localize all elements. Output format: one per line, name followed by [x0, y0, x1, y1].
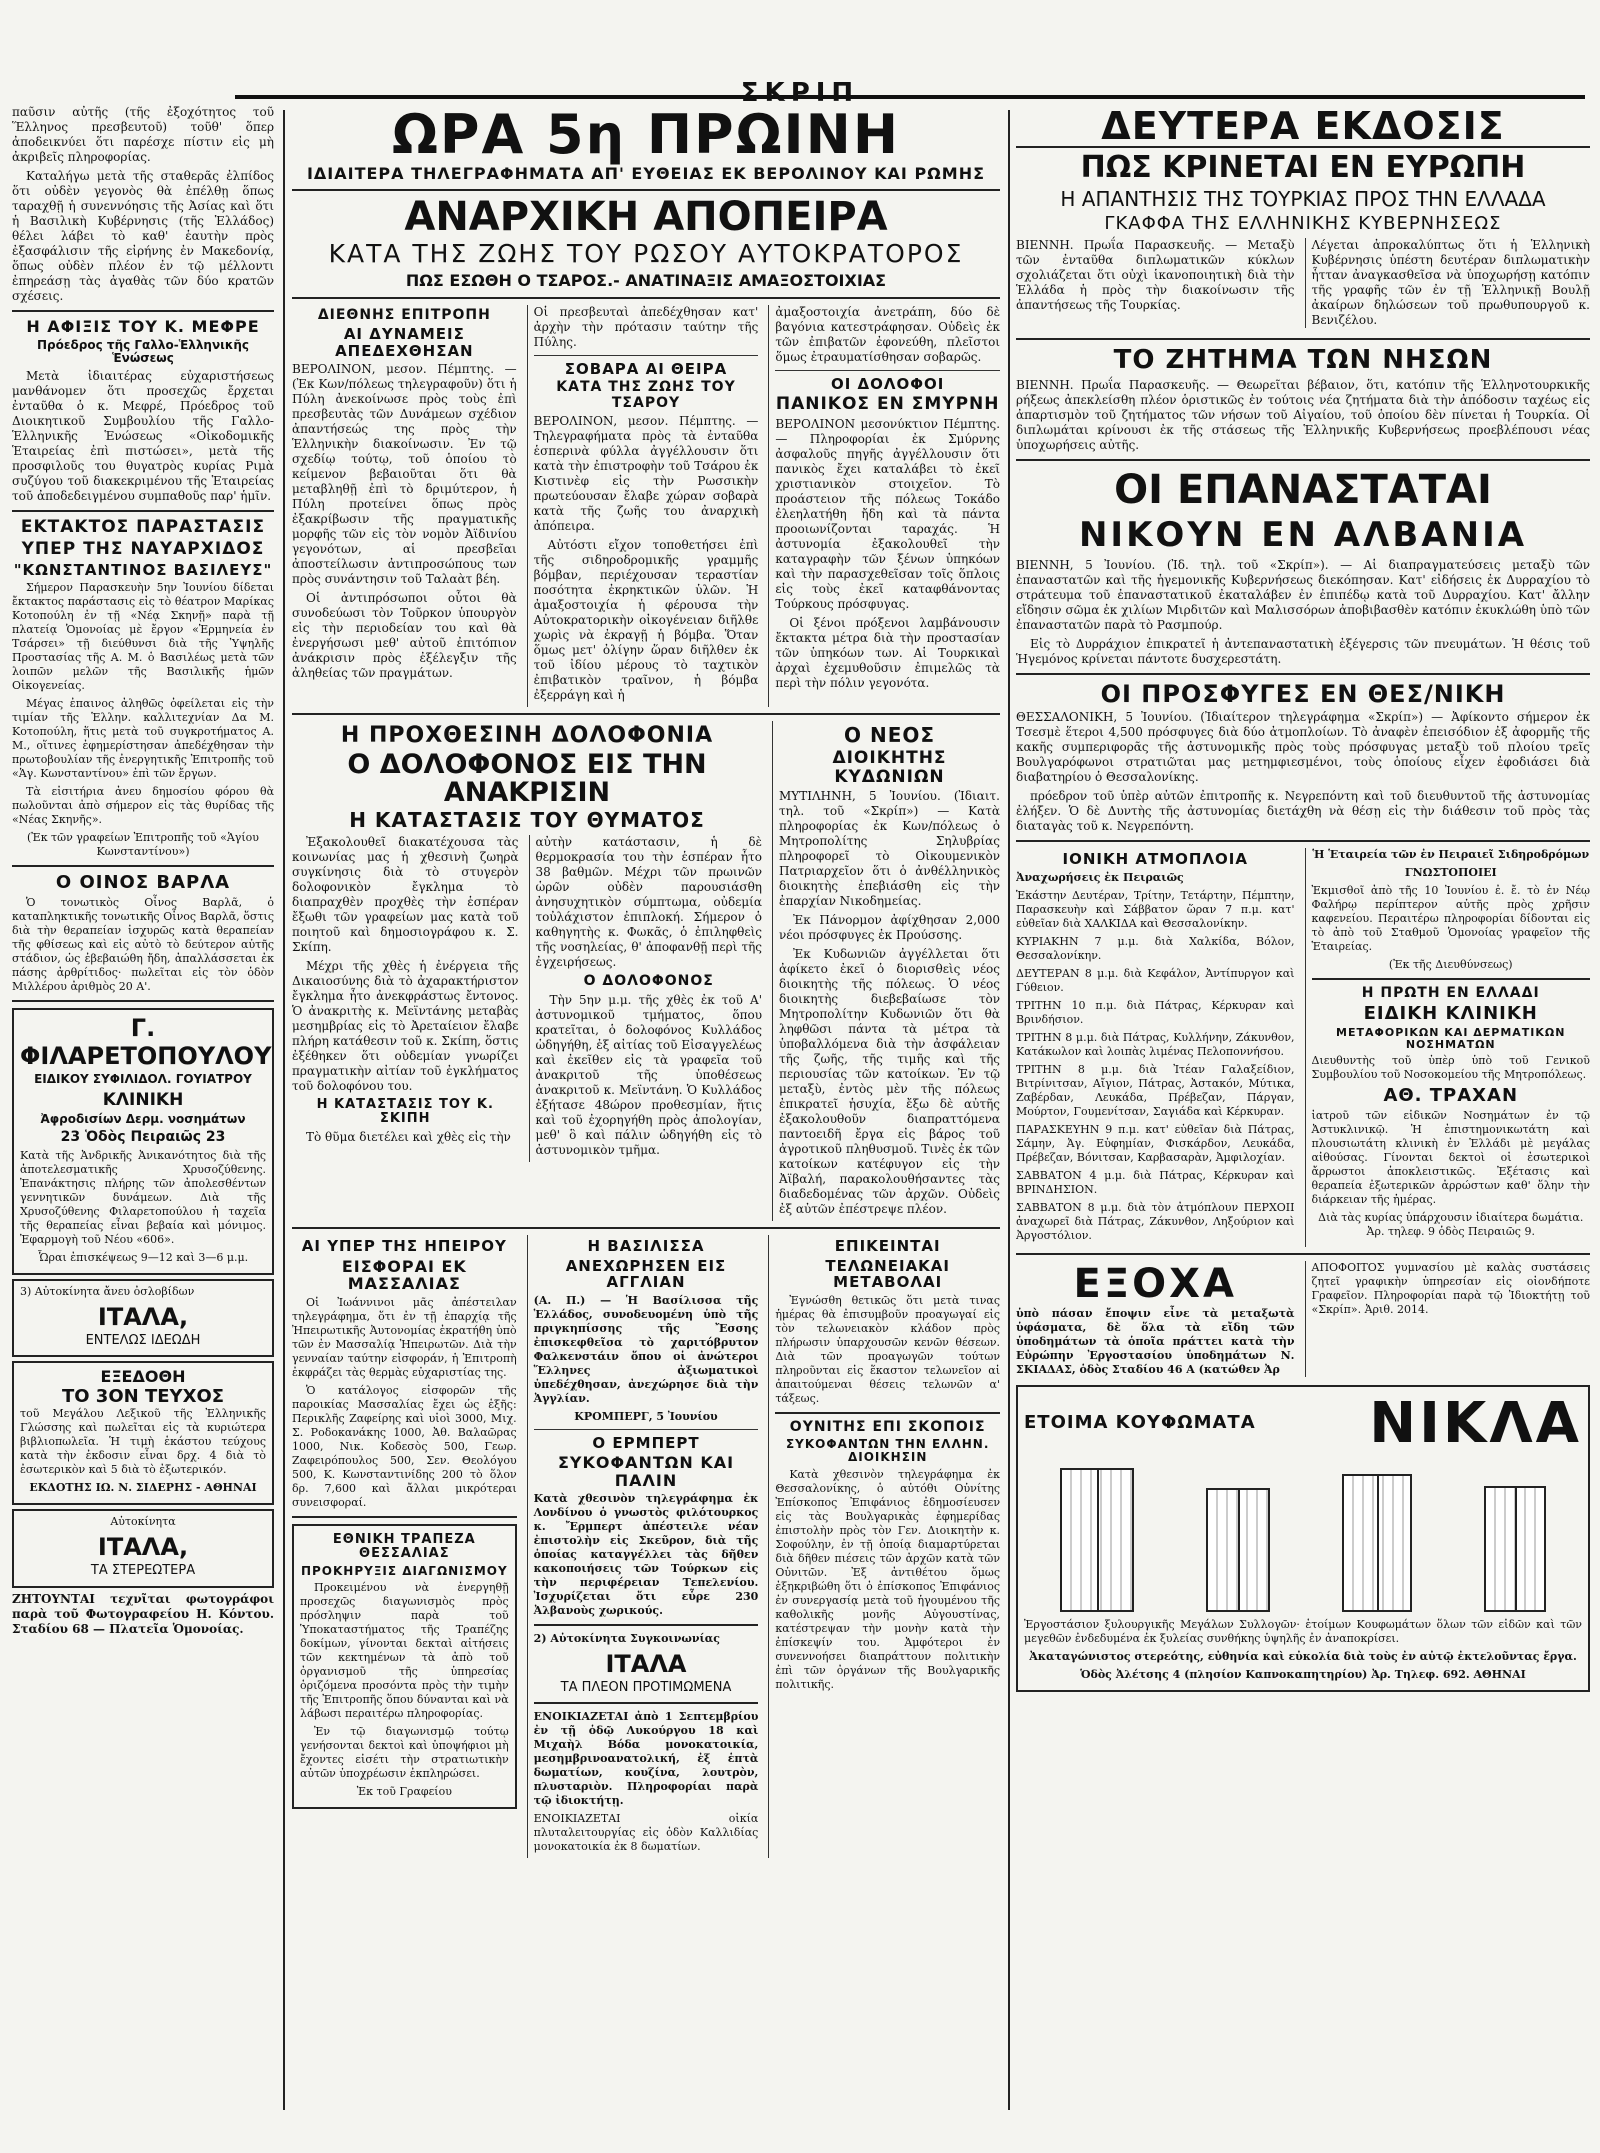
- ad-line: ΤΑ ΣΤΕΡΕΩΤΕΡΑ: [90, 1563, 196, 1579]
- ad-address: 23 Ὁδὸς Πειραιῶς 23: [60, 1129, 226, 1146]
- divider: [534, 1624, 759, 1626]
- centre-top-columns: [292, 305, 1000, 707]
- article-text: ΒΙΕΝΝΗ. Πρωΐα Παρασκευῆς. — Μεταξὺ τῶν ἐνταῦθα διπλωματικῶν κύκλων σχολιάζεται ὅτι οὐχὶ ἱκανοποιητικὴ διὰ τὴν Ἑλλάδα ἡ πρὸς τὴν διακοίνωσιν τῆς ἀπαντήσεως τῆς Τουρκίας.: [1016, 237, 1295, 312]
- headline: ΟΙ ΔΟΛΟΦΟΙ: [831, 374, 945, 393]
- ad-line: ΤΑ ΠΛΕΟΝ ΠΡΟΤΙΜΩΜΕΝΑ: [560, 1680, 732, 1696]
- banner-headline: ΔΕΥΤΕΡΑ ΕΚΔΟΣΙΣ: [1016, 107, 1590, 148]
- headline: ΠΡΟΚΗΡΥΞΙΣ ΔΙΑΓΩΝΙΣΜΟΥ: [300, 1563, 508, 1578]
- divider: [1312, 978, 1591, 980]
- headline: Ο ΕΡΜΠΕΡΤ: [592, 1433, 700, 1452]
- ad-line: Ἑκάστην Δευτέραν, Τρίτην, Τετάρτην, Πέμπτην, Παρασκευὴν καὶ Σάββατον ὥραν 7 π.μ. κατ' εὐθεῖαν διὰ ΧΑΛΚΙΔΑ καὶ Θεσσαλονίκην.: [1016, 888, 1295, 930]
- divider: [292, 1227, 1000, 1229]
- headline: ΑΙ ΔΥΝΑΜΕΙΣ ΑΠΕΔΕΧΘΗΣΑΝ: [335, 325, 474, 360]
- centre-col: [292, 1235, 517, 1858]
- nikla-ad: [1016, 1385, 1590, 1692]
- article-text: Οἱ πρεσβευταὶ ἀπεδέχθησαν κατ' ἀρχὴν τὴν πρότασιν ταύτην τῆς Πύλης.: [533, 304, 759, 349]
- article-text: Ἐκ Πάνορμον ἀφίχθησαν 2,000 νέοι πρόσφυγες ἐκ Προύσσης.: [779, 913, 1000, 943]
- ad-publisher: ΕΚΔΟΤΗΣ ΙΩ. Ν. ΣΙΔΕΡΗΣ - ΑΘΗΝΑΙ: [29, 1481, 257, 1495]
- headline: Η ΑΦΙΞΙΣ ΤΟΥ Κ. ΜΕΦΡΕ: [26, 317, 260, 336]
- doors-illustration: [1024, 1462, 1582, 1612]
- article-text: Μέγας ἐπαινος ἀληθῶς ὀφείλεται εἰς τὴν τιμίαν τῆς Ἑλλην. καλλιτεχνίαν Δα Μ. Κοτοπούλη, ἥτις μετὰ τοῦ συγκροτήματος Α. Μ., οἵτινες ἐφημερίστησαν ἀπεδέχθησαν τὴν πρωτοβουλίαν τῆς ἐνεργητικῆς Ἐπιτροπῆς τοῦ «Ἁγ. Κωνσταντίνου» ἐπὶ τῶν ἔργων.: [12, 697, 274, 781]
- column-divider: [283, 110, 285, 2110]
- article-text: Τὸ θῦμα διετέλει καὶ χθὲς εἰς τὴν: [306, 1129, 511, 1144]
- ad-text: Κατὰ τῆς Ἀνδρικῆς Ἀνικανότητος διὰ τῆς ἀποτελεσματικῆς Χρυσοζύθενης. Ἐπανάκτησις πλήρης τῶν ἀπολεσθέντων γεννητικῶν δυνάμεων. Διὰ τῆς Χρυσοζύθενης Φιλαρετοπούλου ἡ ταχεῖα τῆς θεραπείας εἶναι βεβαία καὶ μόνιμος. Ἐφαρμογὴ τοῦ Νέου «606».: [20, 1148, 266, 1246]
- article-note: Ἐκ τοῦ Γραφείου: [356, 1784, 452, 1798]
- headline: Ο ΟΙΝΟΣ ΒΑΡΛΑ: [55, 872, 231, 894]
- ad-line: ΚΥΡΙΑΚΗΝ 7 μ.μ. διὰ Χαλκίδα, Βόλον, Θεσσαλονίκην.: [1016, 934, 1295, 962]
- clinic-ad: [12, 1008, 274, 1275]
- centre-mid-columns: [292, 721, 1000, 1221]
- headline: ΔΙΟΙΚΗΤΗΣ ΚΥΔΩΝΙΩΝ: [832, 747, 947, 787]
- centre-bottom-columns: [292, 1235, 1000, 1858]
- headline: ΟΥΝΙΤΗΣ ΕΠΙ ΣΚΟΠΟΙΣ: [789, 1418, 986, 1435]
- ad-line: ΓΝΩΣΤΟΠΟΙΕΙ: [1404, 866, 1497, 880]
- subheadline: Πρόεδρος τῆς Γαλλο-Ἑλληνικῆς Ἑνώσεως: [36, 337, 249, 366]
- ad-text: ἰατροῦ τῶν εἰδικῶν Νοσημάτων ἐν τῷ Ἀστυκλινικῷ. Ἡ ἐπιστημονικωτάτη καὶ πλουσιωτάτη κλινικὴ ἐν Ἑλλάδι μὲ μεγάλας αἰθούσας. Γίνονται δεκτοὶ οἱ ἐσωτερικοὶ ἄρρωστοι ἀποκλειστικῶς. Ἐξέτασις καὶ θεραπεία ἐξωτερικῶν ἀρρώστων καθ' ὅλην τὴν διάρκειαν τῆς ἡμέρας.: [1311, 1109, 1590, 1207]
- ad-text: Ἀκαταγώνιστος στερεότης, εὐθηνία καὶ εὐκολία διὰ τοὺς ἐν αὐτῷ ἐκτελοῦντας ἔργα.: [1029, 1649, 1577, 1663]
- divider: [1016, 840, 1590, 842]
- centre-col: [292, 835, 519, 1161]
- article-signature: ΚΡΟΜΠΕΡΓ, 5 Ἰουνίου: [574, 1409, 718, 1423]
- article-text: ΘΕΣΣΑΛΟΝΙΚΗ, 5 Ἰουνίου. (Ἰδιαίτερον τηλεγράφημα «Σκρίπ») — Ἀφίκοντο σήμερον ἐκ Τσεσμὲ ἕτεροι 4,500 πρόσφυγες διὰ δύο ἀτμοπλοίων. Τὸ ἀναφὲν ἐπεισόδιον ἐξ ἀφορμῆς τῆς κακῆς συμπεριφορᾶς τῆς ἀστυνομικῆς πρὸς τοὺς πρόσφυγας μεταξὺ τοῦ πλοίου τρεῖς Βουλγαρόφωνοι στρατιῶται μας μετημφιεσμένοι, τοὺς ὁποίους εἶχεν ἐφοδιάσει διὰ διαβατηρίου ὁ Θεσσαλονίκης.: [1016, 710, 1590, 785]
- headline: ΓΚΑΦΦΑ ΤΗΣ ΕΛΛΗΝΙΚΗΣ ΚΥΒΕΡΝΗΣΕΩΣ: [1104, 213, 1502, 235]
- ad-line: ΤΡΙΤΗΝ 8 μ.μ. διὰ Ἰτέαν Γαλαξείδιον, Βιτρίνιτσαν, Αἴγιον, Πάτρας, Ἀστακόν, Μύτικα, Ζαβέρδαν, Λευκάδα, Πρέβεζαν, Πάργαν, Μούρτον, Γουμενίτσαν, Σαγιάδα καὶ Κέρκυραν.: [1016, 1062, 1295, 1118]
- divider: [292, 297, 1000, 299]
- article-text: Εἰς τὸ Δυρράχιον ἐπικρατεῖ ἡ ἀντεπαναστατικὴ ἐξέγερσις τῶν πνευμάτων. Ἡ θέσις τοῦ Ἡγεμόνος κρίνεται πάντοτε δυσχερεστάτη.: [1016, 636, 1590, 666]
- ad-title: ΙΟΝΙΚΗ ΑΤΜΟΠΛΟΙΑ: [1062, 850, 1248, 869]
- headline: Η ΚΑΤΑΣΤΑΣΙΣ ΤΟΥ Κ. ΣΚΙΠΗ: [316, 1097, 494, 1127]
- article-text: ΒΙΕΝΝΗ. Πρωΐα Παρασκευῆς. — Θεωρεῖται βέβαιον, ὅτι, κατόπιν τῆς Ἑλληνοτουρκικῆς ρήξεως ἀπεκλείσθη πλέον ὁριστικῶς ἐν τούτοις νέα ζητήματα διὰ τὴν ἀπόδοσιν ταχέως εἰς ἀπαρτισμὸν τοῦ ζητήματος τῶν νήσων τοῦ Αἰγαίου, τοῦ ὁποίου δὲν πίνεται ἡ Τουρκία. Οἱ διπλωμάται κρίνουσι ἐκ τῆς στάσεως τῆς Ἑλληνικῆς Κυβερνήσεως προεβλέπουσι νέας ὑποχωρήσεις αὐτῆς.: [1016, 377, 1590, 452]
- ad-line: ΚΛΙΝΙΚΗ: [102, 1089, 184, 1110]
- headline: Η ΚΑΤΑΣΤΑΣΙΣ ΤΟΥ ΘΥΜΑΤΟΣ: [349, 808, 705, 833]
- article-text: (Α. Π.) — Ἡ Βασίλισσα τῆς Ἑλλάδος, συνοδευομένη ὑπὸ τῆς πριγκηπίσσης τῆς Ἔσσης ἐπισκεφθεῖσα τὸ χαριτόβρυτον Φαλκενστάιν ὅπου οἱ ἀνώτεροι Ἕλληνες ἀξιωματικοὶ ὑπεδέχθησαν, ἀνεχώρησε διὰ τὴν Ἀγγλίαν.: [533, 1293, 759, 1405]
- headline: ΑΝΕΧΩΡΗΣΕΝ ΕΙΣ ΑΓΓΛΙΑΝ: [565, 1256, 727, 1292]
- article-text: αὐτὴν κατάστασιν, ἡ δὲ θερμοκρασία του τὴν ἑσπέραν ἦτο 38 βαθμῶν. Μέχρι τῶν πρωινῶν ὡρῶν οὐδὲν παρουσιάσθη ἀνησυχητικὸν σύμπτωμα, οὐδεμία τοὐλάχιστον ἐπιπλοκή. Σήμερον ὁ καθηγητὴς κ. Φωκᾶς, ὁ ἐπιληφθεὶς τῆς νοσηλείας, θ' ἀποφανθῇ περὶ τῆς ἐγχειρήσεως.: [535, 835, 762, 970]
- article-text: Τὴν 5ην μ.μ. τῆς χθὲς ἐκ τοῦ Α' ἀστυνομικοῦ τμήματος, ὅπου κρατεῖται, ὁ δολοφόνος Κυλλάδος ὡδηγήθη, ἐξ αἰτίας τοῦ Εἰσαγγελέως καὶ ἐκεῖθεν εἰς τὰ γραφεῖα τοῦ ἀνακριτοῦ τῆς ὑποθέσεως ἀνακριτοῦ κ. Μεϊντάνη. Ὁ Κυλλάδος ἐξήτασε 48ώρον προθεσμίαν, ἥτις καὶ τοῦ ἐχορηγήθη πρὸς ἀπολογίαν, μεθ' ὃ καὶ πάλιν ὡδηγήθη εἰς τὸ ἀστυνομικὸν τμῆμα.: [535, 992, 762, 1157]
- centre-col: [529, 835, 763, 1161]
- ad-line: ΜΕΤΑΦΟΡΙΚΩΝ ΚΑΙ ΔΕΡΜΑΤΙΚΩΝ ΝΟΣΗΜΑΤΩΝ: [1336, 1026, 1566, 1052]
- headline: ΕΚΤΑΚΤΟΣ ΠΑΡΑΣΤΑΣΙΣ: [20, 517, 266, 538]
- ad-text: τοῦ Μεγάλου Λεξικοῦ τῆς Ἐλληνικῆς Γλώσσης καὶ πωλεῖται εἰς τὰ κυριώτερα βιβλιοπωλεῖα. Ἡ τιμὴ ἑκάστου τεύχους κατὰ τὴν ἐκδοσιν εἶναι δρχ. 4 διὰ τὸ ἐσωτερικὸν καὶ 5 διὰ τὸ ἐξωτερικόν.: [20, 1407, 266, 1477]
- ad-title: ΕΞΕΔΟΘΗ: [100, 1367, 186, 1387]
- ad-text: 3) Αὐτοκίνητα ἄνευ ὀσλοβίδων: [20, 1284, 195, 1298]
- divider: [292, 713, 1000, 715]
- right-columns: [1016, 238, 1590, 332]
- murder-story-columns: [292, 835, 762, 1161]
- divider: [534, 1702, 759, 1704]
- article-text: πρόεδρον τοῦ ὑπὲρ αὐτῶν ἐπιτροπῆς κ. Νεγρεπόντη καὶ τοῦ διευθυντοῦ τῆς ἀστυνομίας ἐλήξεν. Ὁ δὲ Δυντὴς τῆς ἀστυνομίας διετάχθη νὰ θέσῃ εἰς τὴν διάθεσιν τοῦ πρὸς τὰς διαταγὰς τοῦ κ. Νεγρεπόντη.: [1016, 789, 1590, 834]
- right-ad-columns: [1016, 848, 1590, 1247]
- headline: Η ΒΑΣΙΛΙΣΣΑ: [587, 1237, 705, 1256]
- article-text: ΒΕΡΟΛΙΝΟΝ μεσονύκτιον Πέμπτης. — Πληροφορίαι ἐκ Σμύρνης ἀσφαλοῦς πηγῆς ἀγγέλλουσιν ὅτι πανικὸς ἔχει καταλάβει τὸ ἐκεῖ χριστιανικὸν στοιχεῖον. Τὸ προάστειον τῆς πόλεως Τοκάδο ἐλεηλατήθη ἤδη καὶ τὰ πάντα προοιωνίζονται ταραχάς. Ἡ ἀστυνομία ἐξακολουθεῖ τὴν καταγραφὴν τῶν ξένων ὑπηκόων καὶ τὴν παρασχεθεῖσαν τοῖς ὅπλοις εἰς τοὺς ἐκεῖ καταφθάνοντας Τούρκους πρόσφυγας.: [775, 416, 1000, 611]
- headline: ΠΩΣ ΕΣΩΘΗ Ο ΤΣΑΡΟΣ.- ΑΝΑΤΙΝΑΞΙΣ ΑΜΑΞΟΣΤΟΙΧΙΑΣ: [405, 271, 887, 291]
- headline: ΣΥΚΟΦΑΝΤΩΝ ΤΗΝ ΕΛΛΗΝ. ΔΙΟΙΚΗΣΙΝ: [785, 1437, 990, 1465]
- divider: [534, 355, 759, 356]
- ad-line: ΤΟ 3ΟΝ ΤΕΥΧΟΣ: [61, 1386, 225, 1408]
- headline: Ο ΝΕΟΣ: [843, 722, 936, 747]
- ad-name: ΕΞΟΧΑ: [1073, 1260, 1237, 1307]
- headline: ΕΠΙΚΕΙΝΤΑΙ: [834, 1237, 941, 1256]
- car-ad: [12, 1509, 274, 1588]
- ad-line: ΕΤΟΙΜΑ ΚΟΥΦΩΜΑΤΑ: [1024, 1412, 1256, 1434]
- ad-text: Ἐργοστάσιον ξυλουργικῆς Μεγάλων Συλλογῶν· ἑτοίμων Κουφωμάτων ὅλων τῶν εἰδῶν καὶ τῶν μεγεθῶν ἐνδεδυμένα ἐκ ξυλείας συνθήκης ὑψηλῆς ἐν ἀναποκρίσει.: [1024, 1617, 1582, 1645]
- centre-section: [292, 105, 1000, 1858]
- headline: ΕΘΝΙΚΗ ΤΡΑΠΕΖΑ ΘΕΣΣΑΛΙΑΣ: [332, 1531, 476, 1562]
- headline: ΚΑΤΑ ΤΗΣ ΖΩΗΣ ΤΟΥ ΤΣΑΡΟΥ: [556, 379, 736, 411]
- ad-line: ΣΑΒΒΑΤΟΝ 4 μ.μ. διὰ Πάτρας, Κέρκυραν καὶ ΒΡΙΝΔΗΣΙΟΝ.: [1016, 1168, 1295, 1196]
- dictionary-ad: [12, 1361, 274, 1505]
- article-text: Καταλήγω μετὰ τῆς σταθερᾶς ἐλπίδος ὅτι οὐδὲν γεγονὸς θὰ ἐπέλθῃ ὅπως ταραχθῇ ἡ συνεννόησις τῆς Ἀσίας καὶ ὅτι ἡ Βασιλικὴ Κυβέρνησις (τῆς Ἑλλάδος) θέλει λάβει τὸ καθ' ἑαυτὴν πρὸς ἐξασφάλισιν τῆς εἰρήνης ἐν Μακεδονίᾳ, ὅπως οὐδὲν πλέον ἐν τῷ μέλλοντι ἐπηρεάσῃ τὰς ἀγαθὰς τῶν δύο κρατῶν σχέσεις.: [12, 169, 274, 303]
- article-text: Λέγεται ἀπροκαλύπτως ὅτι ἡ Ἑλληνικὴ Κυβέρνησις ὑπέστη δευτέραν διπλωματικὴν ἧτταν ἀναγκασθεῖσα νὰ ὑποχωρήσῃ κατόπιν τῆς γραφῆς τῶν ἐν τῇ Ἑλληνικῇ Βουλῇ ἀκαίρων δηλώσεων τοῦ πρωθυπουργοῦ κ. Βενιζέλου.: [1305, 238, 1591, 328]
- article-text: ΒΕΡΟΛΙΝΟΝ, μεσον. Πέμπτης. — Τηλεγραφήματα πρὸς τὰ ἐνταῦθα ἑσπερινὰ φύλλα ἀγγέλλουσιν ὅτι κατὰ τὴν ἐπιστροφὴν τοῦ Τσάρου ἐκ Κιστινὲφ εἰς τὴν Ρωσσικὴν πρωτεύουσαν ἔλαβε χώραν σοβαρὰ κατὰ τῆς ζωῆς του ἀναρχικὴ ἀπόπειρα.: [533, 413, 759, 533]
- ad-name: ΝΙΚΛΑ: [1369, 1390, 1582, 1456]
- ad-text: 2) Αὐτοκίνητα Συγκοινωνίας: [533, 1632, 720, 1646]
- headline: Ο ΔΟΛΟΦΟΝΟΣ: [583, 973, 714, 990]
- banner-headline: ΩΡΑ 5η ΠΡΩΙΝΗ: [391, 105, 901, 166]
- article-text: Τὰ εἰσιτήρια ἀνευ δημοσίου φόρου θὰ πωλοῦνται ἀπὸ σήμερον εἰς τὰς θυρίδας τῆς «Νέας Σκηνῆς».: [12, 785, 274, 827]
- ad-line: ΕΝΤΕΛΩΣ ΙΔΕΩΔΗ: [85, 1332, 201, 1348]
- murder-story: [292, 721, 762, 1221]
- headline: ΕΙΣΦΟΡΑΙ ΕΚ ΜΑΣΣΑΛΙΑΣ: [341, 1256, 467, 1294]
- ad-text: ὑπὸ πάσαν ἔποψιν εἶνε τὰ μεταξωτὰ ὑφάσματα, δὲ ὅλα τὰ εἴδη τῶν ὑποδημάτων τὰ ὁποῖα πράττει κατὰ τὴν Εὐρώπην Ἐργοστασίου ὑποδημάτων Ν. ΣΚΙΑΔΑΣ, ὁδὸς Σταδίου 46 Α (κατώθεν Ἀρ: [1016, 1306, 1295, 1376]
- headline: "ΚΩΝΣΤΑΝΤΙΝΟΣ ΒΑΣΙΛΕΥΣ": [13, 560, 273, 579]
- article-text: ΒΕΡΟΛΙΝΟΝ, μεσον. Πέμπτης. — (Ἐκ Κων/πόλεως τηλεγραφοῦν) ὅτι ἡ Πύλη ἀνεκοίνωσε πρὸς τοὺς ἐπὶ πρεσβευτὰς τῶν Δυνάμεων σχέδιον ἀπαντήσεώς της πρὸς τὴν Ἑλληνικὴν διακοίνωσιν. Ἐν τῷ σχεδίῳ τούτῳ, τοῦ ὁποίου τὸ κείμενον βεβαιοῦται ὅτι θὰ μεταβληθῇ ἐπὶ τὸ δριμύτερον, ἡ Πύλη προτείνει ὅπως πρὸς ἐξακρίβωσιν τῆς πραγματικῆς μορφῆς τῶν εἰς τὸν νομὸν Ἀϊδινίου γεγονότων, αἱ πρεσβεῖαι ἀποστείλωσιν ἀντιπροσώπους των πρὸς συνάντησιν τοῦ Ταλαὰτ βέη.: [292, 362, 517, 586]
- headline: ΑΝΑΡΧΙΚΗ ΑΠΟΠΕΙΡΑ: [404, 193, 888, 240]
- ad-line: ΤΡΙΤΗΝ 8 μ.μ. διὰ Πάτρας, Κυλλήνην, Ζάκυνθον, Κατάκωλον καὶ λοιπὰς λιμένας Πελοποννήσου.: [1016, 1030, 1295, 1058]
- bank-notice: [292, 1524, 517, 1809]
- ad-line: Ἀφροδισίων Δερμ. νοσημάτων: [40, 1111, 246, 1126]
- article-text: Ἐγνώσθη θετικῶς ὅτι μετὰ τινας ἡμέρας θὰ ἐπισυμβοῦν προαγωγαί εἰς τὸν τελωνειακὸν κλάδον πρὸς πλήρωσιν ὑπαρχουσῶν κενῶν θέσεων. Διὰ τῶν προαγωγῶν τούτων πληροῦνται εἰς ἕκαστον τελωνεῖον αἱ ἀπαιτούμεναι θέσεις τελωνῶν α' τάξεως.: [775, 1293, 1000, 1405]
- article-text: ἀμαξοστοιχία ἀνετράπη, δύο δὲ βαγόνια κατεστράφησαν. Οὐδεὶς ἐκ τῶν ἐπιβατῶν ἐφονεύθη, πλεῖστοι ὅμως ἐτραυματίσθησαν σοβαρῶς.: [775, 304, 1000, 364]
- ad-hours: Ὧραι ἐπισκέψεως 9—12 καὶ 3—6 μ.μ.: [37, 1250, 249, 1264]
- headline: Η ΑΠΑΝΤΗΣΙΣ ΤΗΣ ΤΟΥΡΚΙΑΣ ΠΡΟΣ ΤΗΝ ΕΛΛΑΔΑ: [1060, 187, 1546, 212]
- right-section: [1016, 105, 1590, 1696]
- ad-line: ΔΕΥΤΕΡΑΝ 8 μ.μ. διὰ Κεφάλον, Ἀντίπυργον καὶ Γύθειον.: [1016, 966, 1295, 994]
- headline: ΥΠΕΡ ΤΗΣ ΝΑΥΑΡΧΙΔΟΣ: [21, 538, 265, 559]
- classified-ad: ΕΝΟΙΚΙΑΖΕΤΑΙ ἀπὸ 1 Σεπτεμβρίου ἐν τῇ ὁδῷ Λυκούργου 18 καὶ Μιχαὴλ Βόδα μονοκατοικία, μεσημβρινοανατολική, ἐξ ἑπτὰ δωματίων, κουζίνα, λουτρὸν, πλυσταριὸν. Πληροφορίαι παρὰ τῷ ἰδιοκτήτῃ.: [533, 1710, 759, 1808]
- exoxa-row: [1016, 1261, 1590, 1381]
- column-divider: [1008, 110, 1010, 2110]
- headline: ΣΥΚΟΦΑΝΤΩΝ ΚΑΙ ΠΑΛΙΝ: [557, 1453, 735, 1490]
- ad-text: Ἐκμισθοῖ ἀπὸ τῆς 10 Ἰουνίου ἐ. ἔ. τὸ ἐν Νέῳ Φαλήρῳ περίπτερον αὐτῆς πρὸς χρῆσιν καφενείου. Περαιτέρω πληροφορίαι δίδονται εἰς τὸ ἀπὸ τοῦ Σταθμοῦ Ὁμονοίας γραφεῖον τῆς Ἑταιρείας.: [1311, 884, 1590, 954]
- article-note: (Ἐκ τῶν γραφείων Ἐπιτροπῆς τοῦ «Ἁγίου Κωνσταντίνου»): [27, 831, 259, 859]
- headline: ΠΑΝΙΚΟΣ ΕΝ ΣΜΥΡΝΗ: [775, 394, 1000, 415]
- divider: [12, 510, 274, 512]
- headline: ΑΙ ΥΠΕΡ ΤΗΣ ΗΠΕΙΡΟΥ: [301, 1237, 507, 1256]
- ad-title: Ἡ Ἑταιρεία τῶν ἐν Πειραιεῖ Σιδηροδρόμων: [1312, 848, 1590, 862]
- article-text: Αὐτόστι εἴχον τοποθετήσει ἐπὶ τῆς σιδηροδρομικῆς γραμμῆς βόμβαν, περιέχουσαν τεραστίαν ποσότητα ἐκρηκτικῶν ὑλῶν. Ἡ ἀμαξοστοιχία ἡ φέρουσα τὴν Αὐτοκρατορικὴν οἰκογένειαν διῆλθε χωρὶς νὰ ἐκραγῇ ἡ βόμβα. Ὅταν ὅμως μετ' ὀλίγην ὥραν διῆλθεν ἐκ τοῦ ἰδίου μέρους τὸ ταχτικὸν ἐπιβατικὸν τραῖνον, ἡ βόμβα ἐξερράγη καὶ ἡ: [533, 537, 759, 702]
- divider: [12, 1000, 274, 1002]
- classified-ad: ΕΝΟΙΚΙΑΖΕΤΑΙ οἰκία πλυταλειτουργίας εἰς ὁδὸν Καλλιδίας μονοκατοικία ἐκ 8 δωματίων.: [533, 1812, 759, 1854]
- headline: ΣΟΒΑΡΑ ΑΙ ΘΕΙΡΑ: [564, 359, 728, 378]
- headline: ΤΕΛΩΝΕΙΑΚΑΙ ΜΕΤΑΒΟΛΑΙ: [825, 1256, 950, 1292]
- article-text: Κατὰ χθεσινὸν τηλεγράφημα ἐκ Θεσσαλονίκης, ὁ αὐτόθι Οὐνίτης Ἐπίσκοπος Ἐπιφάνιος ἐδημοσίευσεν εἰς τὰς Βουλγαρικὰς ἐφημερίδας ἐπιστολὴν πρὸς τὸν Γεν. Διοικητὴν κ. Σοφούλην, ἐν τῇ ὁποίᾳ διαμαρτύρεται διὰ δῆθεν πιέσεις τῶν ἀρχῶν κατὰ τῶν Οὐνιτῶν. Ἐξ ἀντιθέτου ὅμως ἐξηκριβώθη ὅτι ὁ ἐπίσκοπος Ἐπιφάνιος ἐν συνεργασίᾳ μετὰ τοῦ ἡγουμένου τῆς καθολικῆς μονῆς Αὐγουστίνας, κατέστρεψαν τὴν μονὴν κατὰ τὴν ἐπίσκεψίν του. Ἀμφότεροι ἐν συνεννοήσει διαπράττουν πολιτικὴν ἐπὶ τῶν ὀργάνων τῆς Βουλγαρικῆς πολιτικῆς.: [775, 1467, 1000, 1691]
- headline: ΟΙ ΠΡΟΣΦΥΓΕΣ ΕΝ ΘΕΣ/ΝΙΚΗ: [1100, 679, 1506, 708]
- centre-col: [768, 305, 1000, 707]
- divider: [12, 865, 274, 867]
- article-text: Μέχρι τῆς χθὲς ἡ ἐνέργεια τῆς Δικαιοσύνης διὰ τὸ ἀχαρακτήριστον ἔγκλημα ἦτο ἀνεκφράστως ἔντονος. Ὁ ἀνακριτὴς κ. Μεϊντάνης μεταβὰς μεσημβρίας εἰς τὸ Ἀρεταίειον ἔλαβε πλήρη κατάθεσιν τοῦ κ. Σκίπη, ὅστις ἐξέθηκεν ὅτι οὐδεμίαν γνωρίζει πραγματικὴν αἰτίαν τοῦ ἐγκλήματος τοῦ δολοφόνου του.: [292, 959, 519, 1094]
- ad-signature: (Ἐκ τῆς Διευθύνσεως): [1388, 958, 1513, 972]
- article-text: Μετὰ ἰδιαιτέρας εὐχαριστήσεως μανθάνομεν ὅτι προσεχῶς ἔρχεται ἐνταῦθα ὁ κ. Μεφρέ, Πρόεδρος τοῦ Διοικητικοῦ Συμβουλίου τῆς Γαλλο-Ἑλληνικῆς Ἑνώσεως «Οἰκοδομικῆς Ἑταιρείας ἐπὶ πιστώσει», μετὰ τῆς προσφιλοῦς του θυγατρὸς κυρίας Ριμὰ συζύγου τοῦ διακεκριμένου τῆς Ἑταιρείας τοῦ ἀποδεδειγμένου συμπαθοῦς παρ' ἡμῖν.: [12, 369, 274, 504]
- shipping-ad: [1016, 848, 1295, 1247]
- nikla-header: [1024, 1391, 1582, 1456]
- ad-line: Ἀναχωρήσεις ἐκ Πειραιῶς: [1016, 870, 1184, 884]
- article-text: Ὁ κατάλογος εἰσφορῶν τῆς παροικίας Μασσαλίας ἔχει ὡς ἑξῆς: Περικλῆς Ζαφείρης καὶ υἱοὶ 3000, Μιχ. Σ. Ροδοκανάκης 1000, Ἀθ. Βαλαῶρας 1000, Νικ. Κοδεσὸς 500, Γεωρ. Ζαφειρόπουλος 500, Σεν. Θεολόγου 500, Κ. Κωνσταντινίδης 200 τὸ ὅλον δρ. 7,600 καὶ ἄλλαι μικρότεραι συνεισφοραί.: [292, 1383, 517, 1509]
- ad-text: Διευθυντὴς τοῦ ὑπὲρ ὑπὸ τοῦ Γενικοῦ Συμβουλίου τοῦ Νοσοκομείου τῆς Μητροπόλεως.: [1311, 1054, 1590, 1082]
- classified-ad: ΑΠΟΦΟΙΤΟΣ γυμνασίου μὲ καλὰς συστάσεις ζητεῖ γραφικὴν ὑπηρεσίαν εἰς οἱονδήποτε Γραφεῖον. Πληροφορίαι παρὰ τῷ Ἰδιοκτήτῃ τοῦ «Σκρίπ». Ἀριθ. 2014.: [1305, 1261, 1591, 1377]
- divider: [775, 370, 1000, 371]
- article-text: Κατὰ χθεσινὸν τηλεγράφημα ἐκ Λονδίνου ὁ γνωστὸς φιλότουρκος κ. Ἔρμπερτ ἀπέστειλε νέαν ἐπιστολὴν εἰς Σκεῦρον, διὰ τῆς ὁποίας καταγγέλλει τὰς δῆθεν κακοποιήσεις τῶν Τούρκων εἰς τὴν περιφέρειαν Τεπελενίου. Ἰσχυρίζεται ὅτι εὗρε 230 Ἀλβανοὺς χωρικούς.: [533, 1492, 759, 1618]
- ad-name: ΙΤΑΛΑ,: [97, 1533, 189, 1562]
- right-ad-col: [1305, 848, 1591, 1247]
- ad-line: ΕΙΔΙΚΟΥ ΣΥΦΙΛΙΔΟΛ. ΓΟΥΙΑΤΡΟΥ: [34, 1071, 252, 1086]
- ad-name: Γ. ΦΙΛΑΡΕΤΟΠΟΥΛΟΥ: [20, 1013, 272, 1070]
- exoxa-ad: [1016, 1261, 1295, 1381]
- article-text: ΒΙΕΝΝΗ, 5 Ἰουνίου. (Ἰδ. τηλ. τοῦ «Σκρίπ»). — Αἱ διαπραγματεύσεις μεταξὺ τῶν ἐπαναστατῶν καὶ τῆς ἡγεμονικῆς Κυβερνήσεως διεκόπησαν. Κατ' εἰδήσεις ἐκ Δυρραχίου τὸ στράτευμα τοῦ ἐπαναστατικοῦ ἐκαταλάβεν ἐν ἐπιπέδῳ κατὰ τοῦ Δυρραχίου. Κατ' ἄλλην εἴδησιν σῶμα ἐκ χιλίων Μιρδιτῶν καὶ Μαλισσόρων ἀποβιβασθὲν κατόπιν ἐκυκλώθη ὑπὸ τῶν ἐπαναστατῶν παρὰ τὸ Ρασμπούρ.: [1016, 557, 1590, 632]
- ad-name: ΑΘ. ΤΡΑΧΑΝ: [1383, 1085, 1519, 1107]
- headline: Η ΠΡΟΧΘΕΣΙΝΗ ΔΟΛΟΦΟΝΙΑ: [340, 722, 714, 748]
- divider: [292, 1516, 517, 1518]
- ad-name: ΙΤΑΛΑ,: [97, 1302, 189, 1331]
- headline: Ο ΔΟΛΟΦΟΝΟΣ ΕΙΣ ΤΗΝ ΑΝΑΚΡΙΣΙΝ: [347, 749, 707, 808]
- ad-address: Διὰ τὰς κυρίας ὑπάρχουσιν ἰδιαίτερα δωμάτια. Ἀρ. τηλεφ. 9 ὁδὸς Πειραιῶς 9.: [1318, 1211, 1584, 1239]
- divider: [1016, 673, 1590, 675]
- door-icon: [1060, 1468, 1134, 1612]
- centre-col: [292, 305, 517, 707]
- article-text: Οἱ Ἰωάννινοι μᾶς ἀπέστειλαν τηλεγράφημα, ὅτι ἐν τῇ ἐπαρχίᾳ τῆς Ἠπειρωτικῆς Ἀυτονομίας ἐκρατήθη ὑπὸ τῶν ἐν Μασσαλίᾳ Ἠπειρωτῶν. Διὰ τὴν γενναίαν ταύτην εἰσφοράν, ἡ Ἐπιτροπὴ ἐκφράζει τὰς θερμὰς εὐχαριστίας της.: [292, 1295, 517, 1379]
- ad-title: ΕΙΔΙΚΗ ΚΛΙΝΙΚΗ: [1363, 1003, 1538, 1025]
- headline: ΝΙΚΟΥΝ ΕΝ ΑΛΒΑΝΙΑ: [1078, 514, 1528, 555]
- centre-col: [768, 1235, 1000, 1858]
- divider: [534, 1429, 759, 1430]
- masthead: ΣΚΡΙΠ: [740, 78, 860, 108]
- ad-address: Ὁδὸς Ἀλέτσης 4 (πλησίον Καπνοκαπητηρίου) Ἀρ. Τηλεφ. 692. ΑΘΗΝΑΙ: [1080, 1667, 1526, 1681]
- door-icon: [1342, 1474, 1412, 1612]
- ad-name: ΙΤΑΛΑ: [605, 1650, 687, 1679]
- banner-subheadline: ΙΔΙΑΙΤΕΡΑ ΤΗΛΕΓΡΑΦΗΜΑΤΑ ΑΠ' ΕΥΘΕΙΑΣ ΕΚ ΒΕΡΟΛΙΝΟΥ ΚΑΙ ΡΩΜΗΣ: [306, 164, 986, 184]
- divider: [1016, 1253, 1590, 1255]
- article-text: Σήμερον Παρασκευὴν 5ην Ἰουνίου δίδεται ἔκτακτος παράστασις εἰς τὸ θέατρον Μαρίκας Κοτοπούλη ἐν τῇ «Νέᾳ Σκηνῇ» παρὰ τῇ πλατείᾳ Ὁμονοίας μὲ ἔργον «Ἐρμηνεία ἐν Τσάρσει» τῇ διεύθυνσι διὰ τῆς Ὑψηλῆς Προστασίας τῆς Α. Μ. ὁ Βασιλέως μετὰ τῶν λοιπῶν μελῶν τῆς Βασιλικῆς ἡμῶν Οἰκογενείας.: [12, 581, 274, 693]
- ad-line: ΠΑΡΑΣΚΕΥΗΝ 9 π.μ. κατ' εὐθεῖαν διὰ Πάτρας, Σάμην, Ἀγ. Εὐφημίαν, Φισκάρδον, Λευκάδα, Πρέβεζαν, Βόνιτσαν, Καρβασαρὰν, Ἀμφιλοχίαν.: [1016, 1122, 1295, 1164]
- article-text: Ἐξακολουθεῖ διακατέχουσα τὰς κοινωνίας μας ἡ χθεσινὴ ζωηρὰ συγκίνησις διὰ τὸ στυγερὸν δολοφονικὸν ἔγκλημα τὸ διαπραχθὲν προχθὲς τὴν ἑσπέραν ἔξωθι τῶν γραφείων μας κατὰ τοῦ ποιητοῦ καὶ δημοσιογράφου κ. Σ. Σκίπη.: [292, 835, 519, 955]
- left-column: [12, 105, 274, 1641]
- article-text: Ἐν τῷ διαγωνισμῷ τούτῳ γενήσονται δεκτοὶ καὶ ὑποψήφιοι μὴ ἔχοντες εἰσέτι τὴν στρατιωτικὴν αὐτῶν ὑποχρέωσιν ἐκπληρώσει.: [300, 1724, 509, 1780]
- masthead-rule: [235, 95, 1585, 99]
- divider: [1016, 459, 1590, 461]
- headline: ΟΙ ΕΠΑΝΑΣΤΑΤΑΙ: [1114, 466, 1492, 513]
- classified-ad: ΖΗΤΟΥΝΤΑΙ τεχνῖται φωτογράφοι παρὰ τοῦ Φωτογραφείου Η. Κόντου. Σταδίου 68 — Πλατεῖα Ὁμονοίας.: [12, 1592, 274, 1637]
- divider: [775, 1412, 1000, 1414]
- article-text: Ἐκ Κυδωνιῶν ἀγγέλλεται ὅτι ἀφίκετο ἐκεῖ ὁ διορισθεὶς νέος διοικητὴς τῆς πόλεως. Ὁ νέος διοικητὴς διεβεβαίωσε τὸν Μητροπολίτην Κυδωνιῶν ὅτι θὰ ληφθῶσι πάντα τὰ μέτρα τὰ ὑποβαλλόμενα διὰ τὴν ἀσφάλειαν τῆς ζωῆς, τῆς τιμῆς καὶ τῆς περιουσίας τῶν κατοίκων. Ἐν τῷ μεταξὺ, ἐντὸς μὲν τῆς πόλεως ἐπικρατεῖ ἡσυχία, ἔξω δὲ αὐτῆς ἐξακολουθοῦν διαπραττόμενα παντοειδῆ ἔργα εἰς βάρος τοῦ ἀγροτικοῦ πληθυσμοῦ. Τινὲς ἐκ τῶν κατοίκων κατέφυγον εἰς τὴν Ἀϊβαλή, παρακολουθήσαντες τὰς διαδεδομένας τῶν ἀρχῶν. Οὐδεὶς ἐξ αὐτῶν ἐπέστρεψε πλέον.: [779, 947, 1000, 1217]
- centre-col: [527, 1235, 759, 1858]
- headline: ΔΙΕΘΝΗΣ ΕΠΙΤΡΟΠΗ: [317, 306, 491, 323]
- headline: ΠΩΣ ΚΡΙΝΕΤΑΙ ΕΝ ΕΥΡΩΠΗ: [1080, 149, 1526, 185]
- divider: [292, 189, 1000, 191]
- car-ad: [12, 1279, 274, 1358]
- article-text: παῦσιν αὐτῆς (τῆς ἐξοχότητος τοῦ Ἕλληνος πρεσβευτοῦ) τοῦθ' ὅπερ ἀποδεικνύει ὅτι παρέσχε πίστιν εἰς μὴ ἀκριβεῖς πληροφορίας.: [12, 105, 274, 164]
- article-text: Οἱ ξένοι πρόξενοι λαμβάνουσιν ἔκτακτα μέτρα διὰ τὴν προστασίαν τῶν ὑπηκόων των. Αἱ Τουρκικαὶ ἀρχαὶ ἐχεμυθοῦσιν ἐπιμελῶς τὰ περὶ τὴν πόλιν γεγονότα.: [775, 615, 1000, 690]
- ad-text: Αὐτοκίνητα: [110, 1515, 176, 1529]
- article-text: Οἱ ἀντιπρόσωποι οὗτοι θὰ συνοδεύωσι τὸν Τοῦρκον ὑπουργὸν εἰς τὴν περιοδείαν του καὶ θὰ ἐνεργήσωσι μεθ' αὐτοῦ ἐπιτόπιον ἀνάκρισιν πρὸς ἐξέλεγξιν τῆς ἀληθείας τῶν πραγμάτων.: [292, 591, 517, 680]
- article-text: Ὁ τονωτικὸς Οἶνος Βαρλᾶ, ὁ καταπληκτικῆς τονωτικῆς Οἶνος Βαρλᾶ, ὅστις διὰ τὴν θεραπείαν ἰσχυρῶς κατὰ θεραπείαν τῆς φθίσεως καὶ εἰς αὐτὸ τὸ δεύτερον αὐτῆς στάδιον, ὡς ἐβεβαιώθη ἤδη, ἀπαλλάσσεται ἐκ πάσης ἀρθρίτιδος· πωλεῖται εἰς τὸν ὁδὸν Μιλλέρου ἀριθμὸς 20 Α'.: [12, 895, 274, 993]
- divider: [1016, 338, 1590, 340]
- door-icon: [1206, 1488, 1270, 1612]
- divider: [12, 310, 274, 312]
- ad-line: ΣΑΒΒΑΤΟΝ 8 μ.μ. διὰ τὸν ἀτμόπλουν ΠΕΡΧΟΙΙ ἀναχωρεῖ διὰ Πάτρας, Ζάκυνθον, Ληξούριον καὶ Ἀργοστόλιον.: [1016, 1200, 1295, 1242]
- headline: ΤΟ ΖΗΤΗΜΑ ΤΩΝ ΝΗΣΩΝ: [1113, 344, 1493, 375]
- kydonies-story: [772, 721, 1000, 1221]
- headline: ΚΑΤΑ ΤΗΣ ΖΩΗΣ ΤΟΥ ΡΩΣΟΥ ΑΥΤΟΚΡΑΤΟΡΟΣ: [328, 239, 964, 269]
- ad-line: ΤΡΙΤΗΝ 10 π.μ. διὰ Πάτρας, Κέρκυραν καὶ Βρινδήσιον.: [1016, 998, 1295, 1026]
- ad-title: Η ΠΡΩΤΗ ΕΝ ΕΛΛΑΔΙ: [1361, 985, 1540, 1002]
- centre-col: [527, 305, 759, 707]
- window-icon: [1484, 1486, 1546, 1612]
- article-text: ΜΥΤΙΛΗΝΗ, 5 Ἰουνίου. (Ἰδιαιτ. τηλ. τοῦ «Σκρίπ») — Κατὰ πληροφορίας ἐκ Κων/πόλεως ὁ Μητροπολίτης Σηλυβρίας πληροφορεῖ τὸ Οἰκουμενικὸν Πατριαρχεῖον ὅτι ὁ ἀνθέλληνικὸς διοικητὴς ἐπεβιάσθη εἰς τὴν ἐπαρχίαν Νικοδημείας.: [779, 789, 1000, 909]
- article-text: Προκειμένου νὰ ἐνεργηθῇ προσεχῶς διαγωνισμὸς πρὸς πρόσληψιν παρὰ τοῦ Ὑποκαταστήματος τῆς Τραπέζης δοκίμων, γίνονται δεκταὶ αἰτήσεις τῶν κεκτημένων τὰ ἀπὸ τοῦ ὀργανισμοῦ τῆς ὑπηρεσίας ὁριζόμενα προσόντα πρὸς τὴν τιμὴν τῆς Ἐπιτροπῆς ὅπου δύνανται καὶ νὰ λάβωσι περαιτέρω πληροφορίας.: [300, 1580, 509, 1720]
